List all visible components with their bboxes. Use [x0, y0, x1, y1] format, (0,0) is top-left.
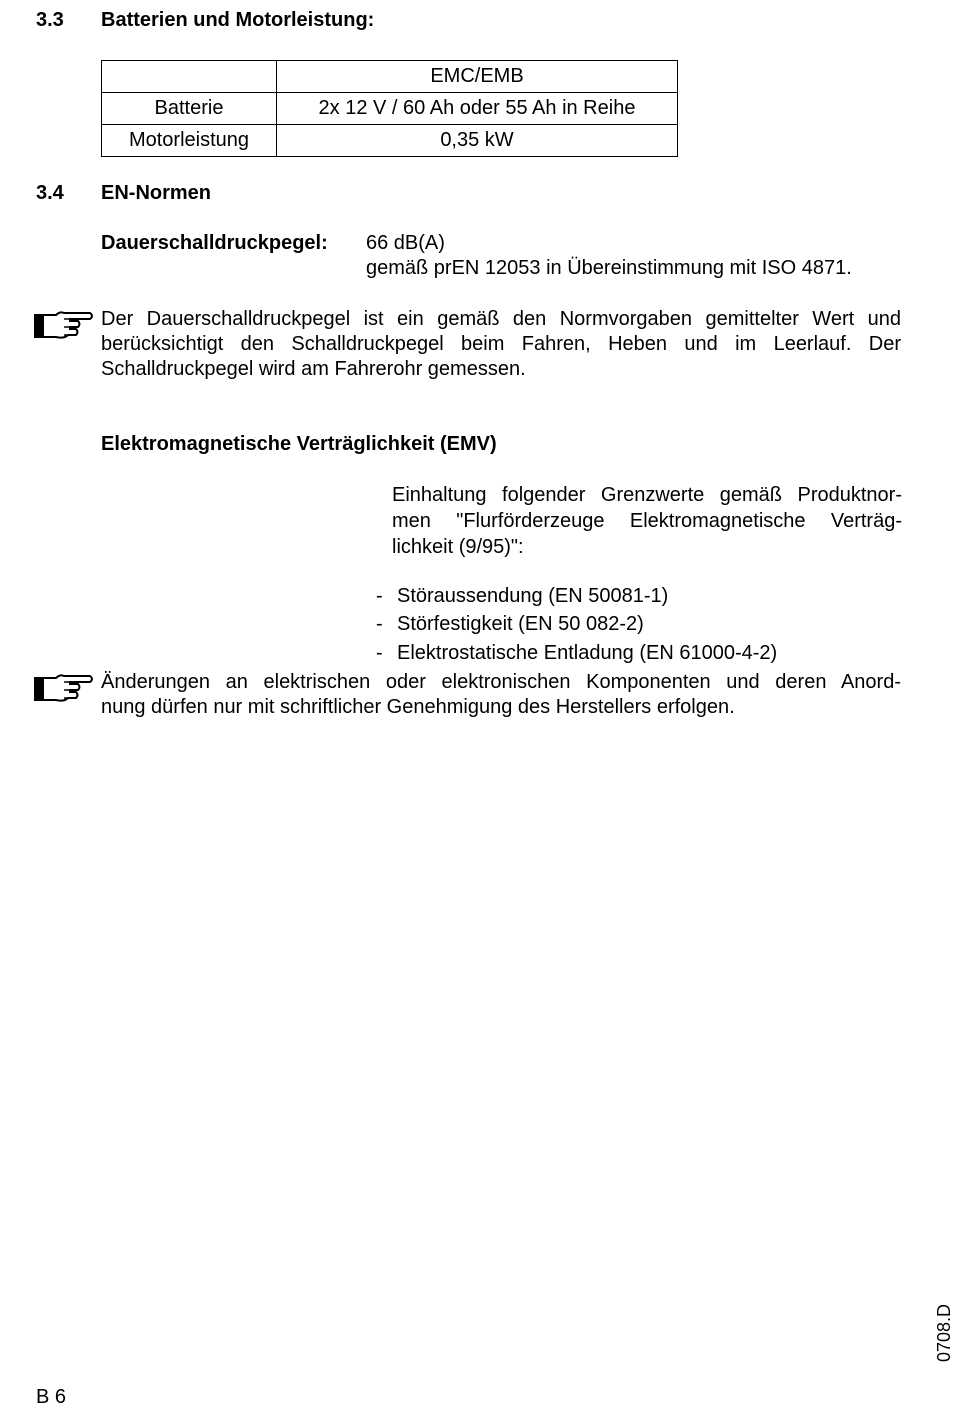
table-cell: Batterie — [102, 93, 277, 125]
list-item: Störfestigkeit (EN 50 082-2) — [397, 613, 644, 635]
sound-level-standard: gemäß prEN 12053 in Übereinstimmung mit ISO 4871. — [366, 257, 852, 279]
table-header-cell: EMC/EMB — [277, 61, 678, 93]
emv-intro — [392, 483, 902, 561]
section-number-3-4: 3.4 — [36, 182, 64, 204]
doc-code: 0708.D — [934, 1303, 954, 1362]
section-title-3-3: Batterien und Motorleistung: — [101, 9, 375, 31]
table-row — [102, 93, 678, 125]
emv-intro-line: Einhaltung folgender Grenzwerte gemäß Produktnor- — [392, 484, 902, 506]
table-row — [102, 61, 678, 93]
table-cell: Motorleistung — [102, 125, 277, 157]
pointing-hand-icon — [34, 671, 94, 703]
sound-level-label: Dauerschalldruckpegel: — [101, 232, 328, 254]
sound-level-value: 66 dB(A) — [366, 232, 445, 254]
note-line: Der Dauerschalldruckpegel ist ein gemäß den Normvorgaben gemittelter Wert und — [101, 308, 901, 330]
page-number: B 6 — [36, 1386, 67, 1408]
section-number-3-3: 3.3 — [36, 9, 64, 31]
note-line: Schalldruckpegel wird am Fahrerohr gemessen. — [101, 358, 526, 380]
list-bullet: - — [376, 613, 383, 635]
list-item: Elektrostatische Entladung (EN 61000-4-2) — [397, 642, 778, 664]
list-bullet: - — [376, 642, 383, 664]
emv-intro-line: men "Flurförderzeuge Elektromagnetische Verträg- — [392, 510, 902, 532]
note-sound-level — [101, 307, 901, 382]
note-line: nung dürfen nur mit schriftlicher Genehmigung des Herstellers erfolgen. — [101, 696, 735, 718]
section-title-3-4: EN-Normen — [101, 182, 212, 204]
emv-title: Elektromagnetische Verträglichkeit (EMV) — [101, 433, 497, 455]
table-row — [102, 125, 678, 157]
note-line: Änderungen an elektrischen oder elektronischen Komponenten und deren Anord- — [101, 671, 901, 693]
list-bullet: - — [376, 585, 383, 607]
list-item: Störaussendung (EN 50081-1) — [397, 585, 669, 607]
note-line: berücksichtigt den Schalldruckpegel beim Fahren, Heben und im Leerlauf. Der — [101, 333, 901, 355]
battery-motor-table — [101, 60, 678, 157]
table-cell: 0,35 kW — [277, 125, 678, 157]
emv-intro-line: lichkeit (9/95)": — [392, 536, 524, 558]
table-cell — [102, 61, 277, 93]
table-cell: 2x 12 V / 60 Ah oder 55 Ah in Reihe — [277, 93, 678, 125]
note-modifications — [101, 670, 901, 720]
pointing-hand-icon — [34, 308, 94, 340]
